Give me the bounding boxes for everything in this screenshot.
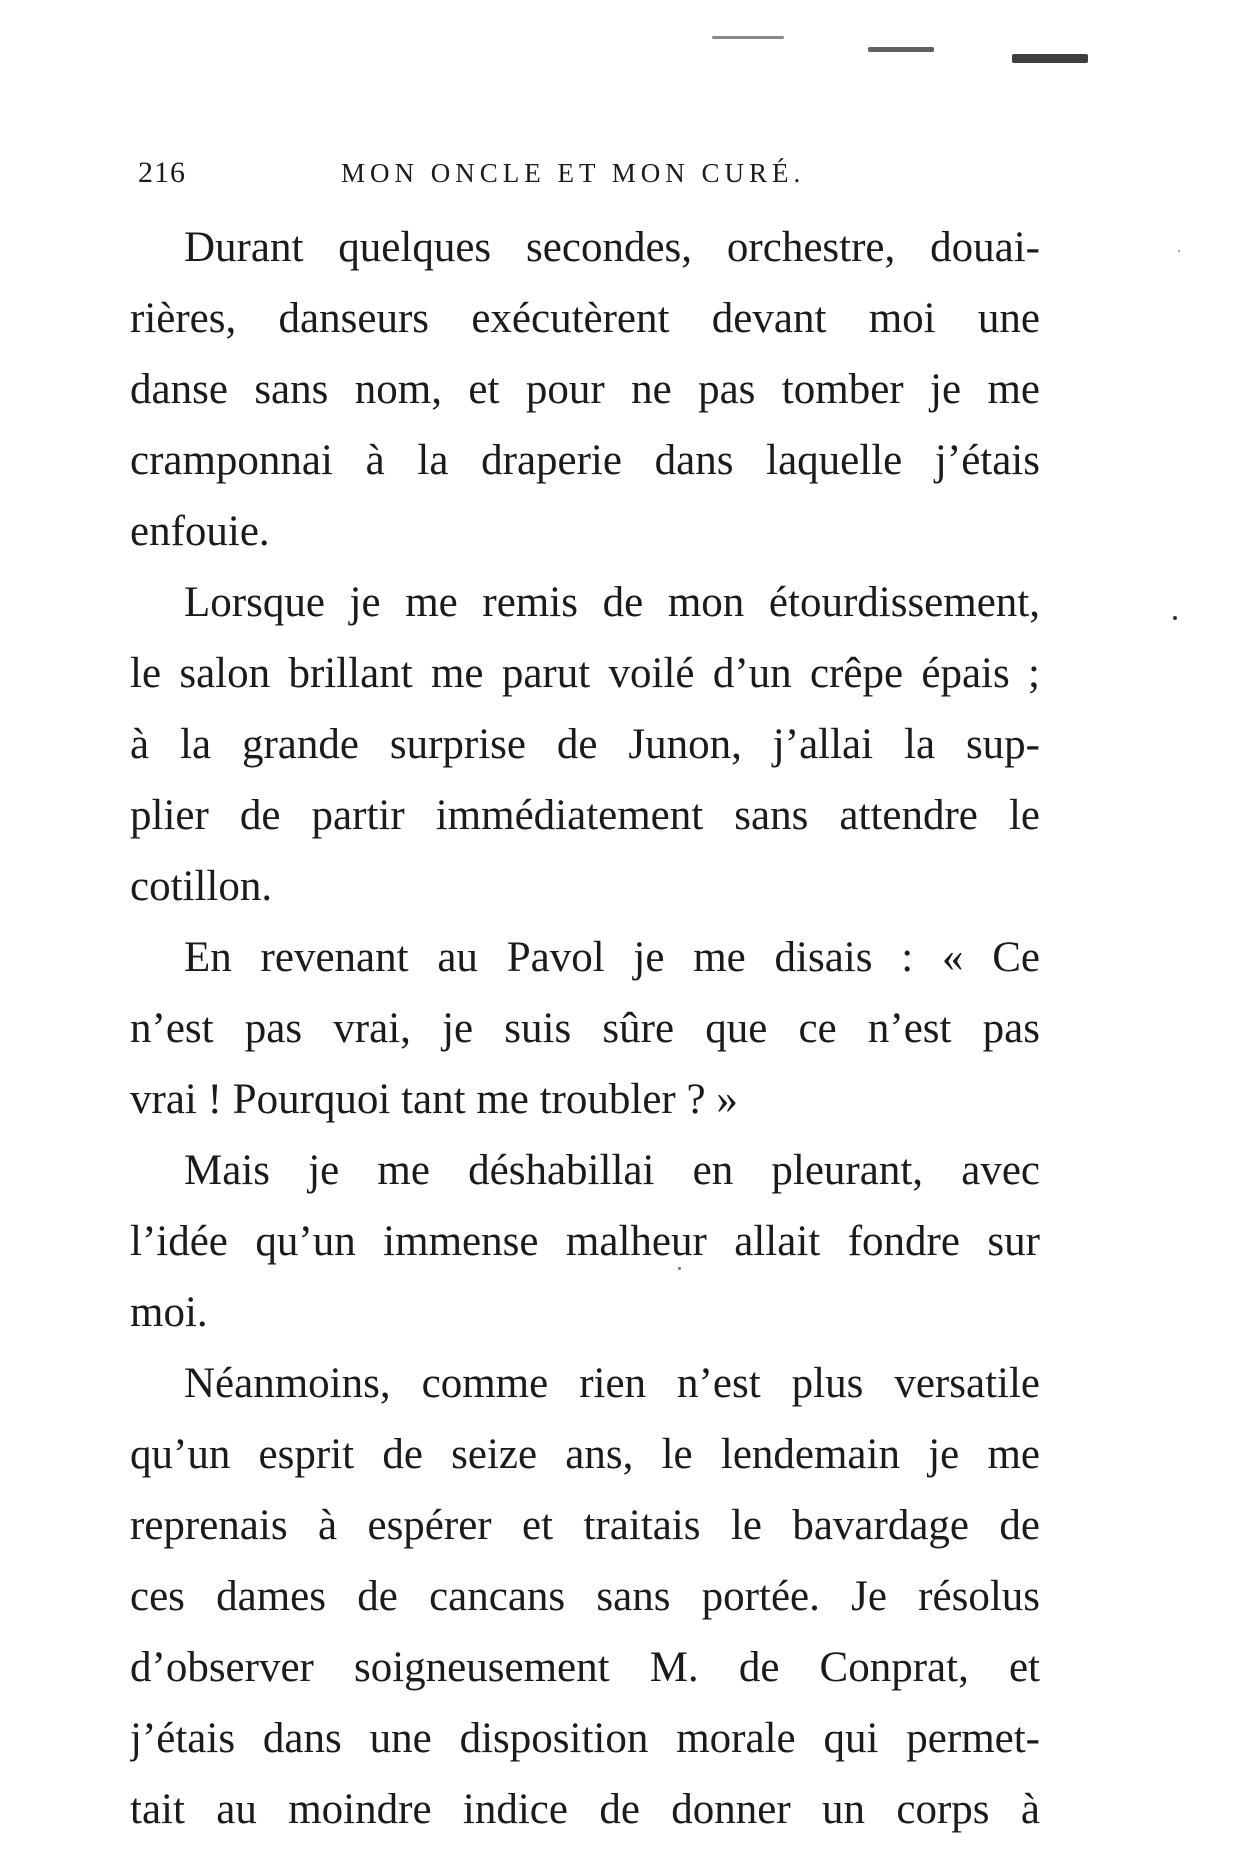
page-number: 216 bbox=[138, 156, 186, 189]
text-line: moi. bbox=[130, 1289, 208, 1336]
text-line: Néanmoins, comme rien n’est plus versatile bbox=[184, 1360, 1040, 1407]
text-line: le salon brillant me parut voilé d’un crêpe épais ; bbox=[130, 650, 1040, 697]
text-line: cramponnai à la draperie dans laquelle j’étais bbox=[130, 437, 1040, 484]
body-text bbox=[130, 212, 1040, 1845]
scan-speck bbox=[1173, 616, 1177, 620]
text-line: Durant quelques secondes, orchestre, douai- bbox=[184, 224, 1040, 271]
text-line: cotillon. bbox=[130, 863, 273, 910]
text-line: vrai ! Pourquoi tant me troubler ? » bbox=[130, 1076, 738, 1123]
scan-speck bbox=[1178, 250, 1180, 252]
text-line: à la grande surprise de Junon, j’allai la sup- bbox=[130, 721, 1040, 768]
running-title: MON ONCLE ET MON CURÉ. bbox=[341, 158, 806, 188]
text-line: tait au moindre indice de donner un corps à bbox=[130, 1786, 1040, 1833]
scan-artifact bbox=[1012, 54, 1088, 63]
text-line: enfouie. bbox=[130, 508, 270, 555]
text-line: n’est pas vrai, je suis sûre que ce n’est pas bbox=[130, 1005, 1040, 1052]
text-line: En revenant au Pavol je me disais : « Ce bbox=[184, 934, 1040, 981]
text-line: plier de partir immédiatement sans attendre le bbox=[130, 792, 1040, 839]
text-line: d’observer soigneusement M. de Conprat, et bbox=[130, 1644, 1040, 1691]
text-line: danse sans nom, et pour ne pas tomber je me bbox=[130, 366, 1040, 413]
text-line: qu’un esprit de seize ans, le lendemain je me bbox=[130, 1431, 1040, 1478]
text-line: reprenais à espérer et traitais le bavardage de bbox=[130, 1502, 1040, 1549]
text-line: l’idée qu’un immense malheur allait fondre sur bbox=[130, 1218, 1040, 1265]
text-line: Lorsque je me remis de mon étourdissement, bbox=[184, 579, 1040, 626]
text-line: ces dames de cancans sans portée. Je résolus bbox=[130, 1573, 1040, 1620]
text-line: rières, danseurs exécutèrent devant moi une bbox=[130, 295, 1040, 342]
running-head bbox=[138, 156, 1058, 196]
scan-artifact bbox=[868, 47, 934, 52]
text-line: j’étais dans une disposition morale qui permet- bbox=[130, 1715, 1040, 1762]
text-line: Mais je me déshabillai en pleurant, avec bbox=[184, 1147, 1040, 1194]
scan-artifact bbox=[712, 36, 784, 39]
